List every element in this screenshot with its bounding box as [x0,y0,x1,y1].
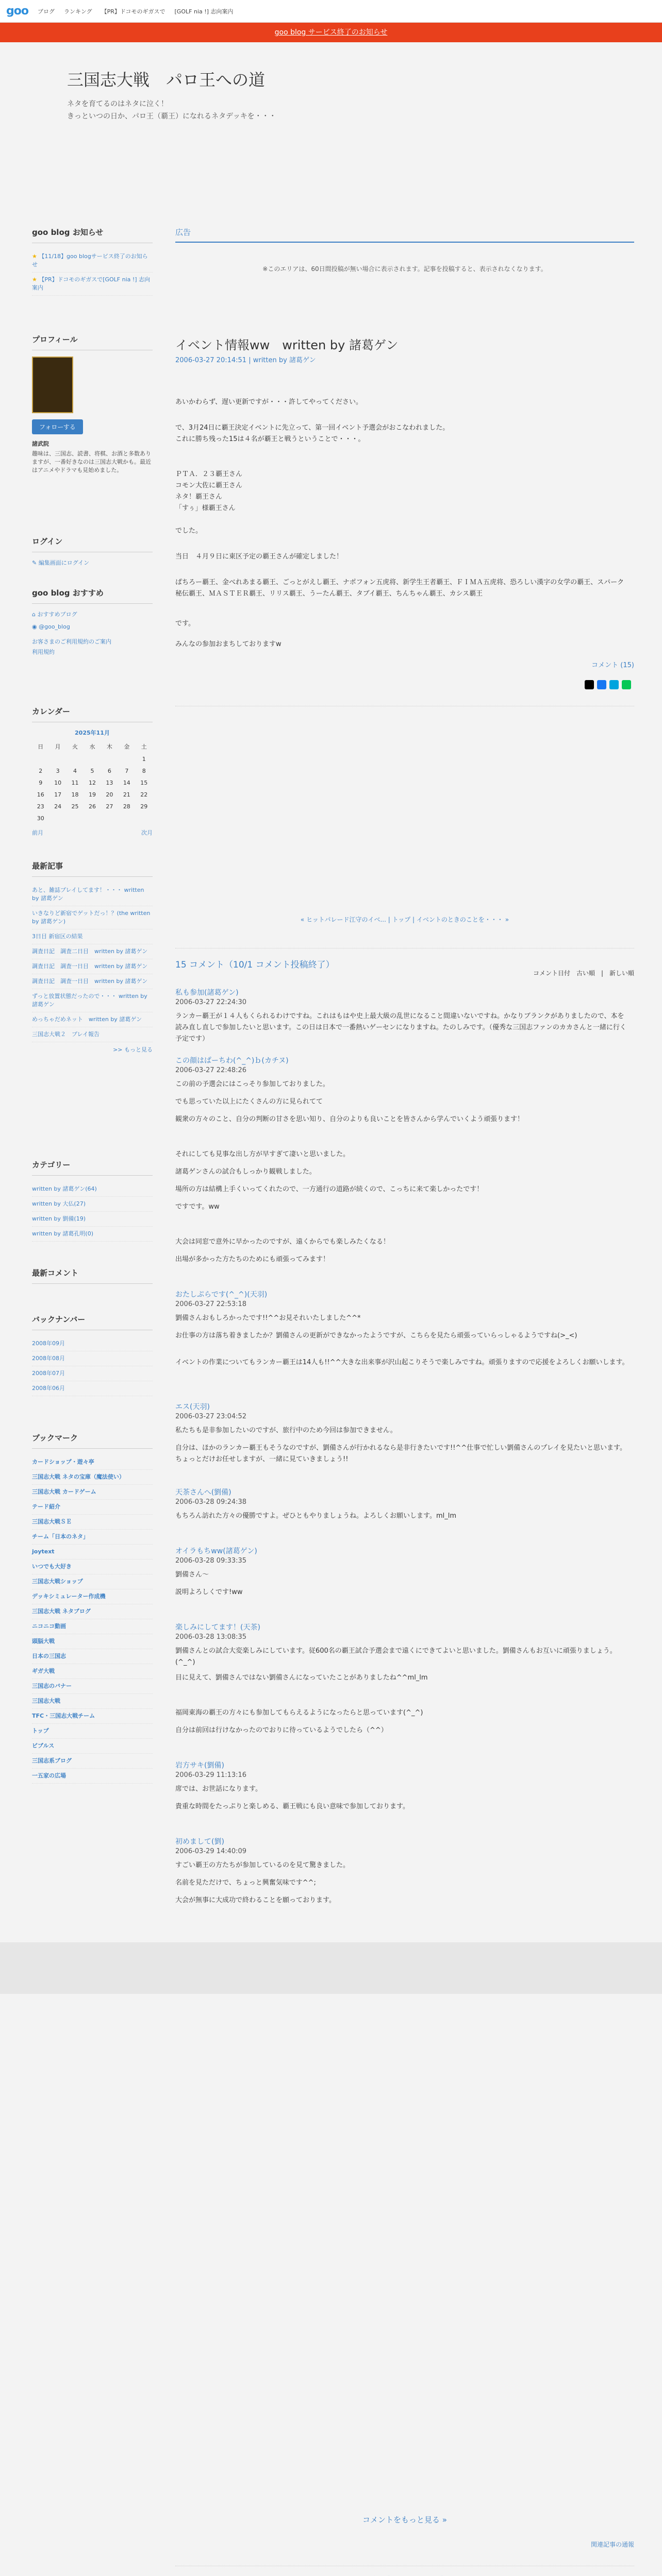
profile-text: 趣味は、三国志、読書、将棋、お酒と多数ありますが、一番好きなのは三国志大戦かも。最近はアニメやドラマも見始めました。 [32,450,151,473]
comment-text: もちろん訪れた方々の優勝ですよ。ぜひともやりましょうね。よろしくお願いします。ml_lm [175,1512,457,1520]
post-line: 「すぅ」様覇王さん [175,504,236,512]
recent-more-link[interactable]: >> もっと見る [113,1046,153,1053]
calendar-weekday: 木 [106,743,112,750]
post-line: 当日 ４月９日に東区予定の覇王さんが確定しました！ [175,553,343,561]
calendar-day[interactable]: 3 [56,768,60,774]
bottom-links[interactable] [175,2574,634,2576]
calendar-day [32,753,49,765]
calendar-next-link[interactable]: 次月 [141,829,153,836]
comments-title: 15 コメント（10/1 コメント投稿終了） [175,960,335,970]
calendar-day[interactable]: 10 [54,779,62,786]
terms-link[interactable]: 利用規約 [32,649,55,655]
comment-text: 席では、お世話になります。 [175,1785,262,1793]
comment-text: 場所の方は結構上手くいってくれたので、一方通行の道路が続くので、こっちに来て楽しかったです！ [175,1185,484,1193]
calendar-day[interactable]: 4 [73,768,77,774]
comment-text: 自分は前回は行けなかったのでおりに待っているようでしたら（^^） [175,1726,388,1734]
nav-link-blog[interactable]: ブログ [37,8,55,15]
facebook-share-icon[interactable] [597,680,606,689]
recent-post-item[interactable]: あと、雑誌プレイしてます！・・・ written by 諸葛ゲン [32,883,153,906]
comment-text: お仕事の方は落ち着きましたか？劉備さんの更新ができなかったようですが、こちらを見たら頑張っていらっしゃるようですね(>_<) [175,1332,577,1340]
calendar-day[interactable]: 1 [142,756,146,762]
calendar-day[interactable]: 5 [90,768,94,774]
calendar-day [84,812,101,824]
home-icon: ⌂ [32,611,38,618]
comment-text: それにしても見事な出し方が早すぎて凄いと思いました。 [175,1150,350,1158]
recent-posts-block [32,860,153,1054]
backnumber-item[interactable]: 2008年07月 [32,1366,153,1381]
profile-block [32,334,153,474]
calendar-day [101,812,118,824]
comment-author[interactable]: 楽しみにしてます！(天茶) [175,1623,260,1632]
recent-post-item[interactable]: 調査日記 調査一日目 written by 諸葛ゲン [32,974,153,989]
blog-description-line2: きっといつの日か、パロ王（覇王）になれるネタデッキを・・・ [67,112,276,121]
comment-text: でも思っていた以上にたくさんの方に見られてて [175,1098,323,1106]
comment-text: 私たちも是非参加したいのですが、旅行中のため今回は参加できません。 [175,1427,397,1434]
calendar-day[interactable]: 12 [88,779,96,786]
ad-note: ※このエリアは、60日間投稿が無い場合に表示されます。記事を投稿すると、表示されなくなります。 [262,265,547,273]
post-line: あいかわらず、遅い更新ですが・・・許してやってください。 [175,398,362,406]
goo-logo[interactable]: goo [6,5,28,18]
comment-text: 貴重な時間をたっぷりと楽しめる、覇王戦にも良い意味で参加しております。 [175,1803,409,1810]
comment-date: 2006-03-27 22:24:30 [175,998,247,1006]
calendar-day[interactable]: 13 [106,779,113,786]
comment-date: 2006-03-29 11:13:16 [175,1771,247,1779]
nav-link-golf[interactable]: [GOLF nia !] 志向案内 [174,8,234,15]
blog-description-line1: ネタを育てるのはネタに泣く！ [67,100,168,108]
comment-author[interactable]: 岩方サキ(劉備) [175,1761,224,1770]
calendar-day[interactable]: 15 [140,779,148,786]
calendar-table [32,740,153,824]
calendar-day[interactable]: 21 [123,791,130,798]
login-link[interactable]: ✎ 編集画面にログイン [32,560,90,566]
post-line: ＰＴＡ．２３覇王さん [175,470,243,478]
calendar-day [67,753,84,765]
bookmark-item[interactable]: 三国志大戦ショップ [32,1574,153,1589]
calendar-day[interactable]: 11 [71,779,79,786]
recent-post-item[interactable]: 調査日記 調査一日目 written by 諸葛ゲン [32,959,153,974]
calendar-day [49,812,66,824]
comment-text: 目に見えて、劉備さんではない劉備さんになっていたことがありましたね^^ml_lm [175,1674,428,1682]
hatena-share-icon[interactable] [609,680,619,689]
calendar-day[interactable]: 24 [54,803,62,810]
comment-author[interactable]: エス(天羽) [175,1403,210,1411]
comment-text: この前の予選会にはこっそり参加しておりました。 [175,1080,329,1088]
star-icon: ★ [32,276,39,283]
calendar-day[interactable]: 28 [123,803,130,810]
calendar-heading: カレンダー [32,706,153,722]
post-line: これに勝ち残った15は４名が覇王と戦うということで・・・。 [175,435,365,443]
recent-post-item[interactable]: いきなりど新宿でゲットだっ！？(the written by 諸葛ゲン) [32,906,153,929]
calendar-weekday: 土 [141,743,147,750]
calendar-day [67,812,84,824]
comment-text: 劉備さんとの試合大変楽しみにしています。従600名の覇王試合予選会まで遠くにできてよいと思いました。劉備さんもお互いに頑張りましょう。(^_^) [175,1647,617,1666]
bookmark-item[interactable]: チーム「日本のネタ」 [32,1530,153,1545]
comment-date: 2006-03-29 14:40:09 [175,1848,247,1855]
recommend-heading: goo blog おすすめ [32,587,153,604]
recommend-block [32,587,153,656]
recent-comments-heading: 最新コメント [32,1267,153,1284]
calendar-day[interactable]: 9 [39,779,43,786]
comment-text: 諸葛ゲンさんの試合もしっかり観戦しました。 [175,1168,316,1176]
report-link[interactable]: 関連記事の通報 [590,2541,634,2548]
bookmark-item[interactable]: TFC・三国志大戦チーム [32,1709,153,1724]
bookmark-item[interactable]: 三国志のバナー [32,1679,153,1694]
comment-text: イベントの作業についてもランカー覇王は14人も!!^^大きな出来事が沢山起こりそうで楽しみですね。頑張りますので応援をよろしくお願いします。 [175,1359,629,1366]
follow-button[interactable]: フォローする [32,419,83,434]
bookmark-item[interactable]: 三国志大戦 ネタブログ [32,1604,153,1619]
nav-link-pr[interactable]: 【PR】ドコモのギガスで [101,8,166,15]
comment-author[interactable]: 天茶さんへ(劉備) [175,1488,231,1497]
calendar-day[interactable]: 2 [39,768,43,774]
comment-author[interactable]: おたしぷらです(^_^)(天羽) [175,1291,268,1299]
post-line: でした。 [175,527,203,535]
calendar-weekday: 水 [89,743,95,750]
goo-notice-item[interactable]: ★ 【11/18】goo blogサービス終了のお知らせ [32,249,153,273]
calendar-weekday: 日 [38,743,44,750]
calendar-day[interactable]: 19 [88,791,96,798]
comment-date: 2006-03-28 13:08:35 [175,1633,247,1641]
comments-count-link[interactable]: コメント (15) [591,662,634,669]
calendar-day [84,753,101,765]
comment-text: 観衆の方々のこと、自分の判断の甘さを思い知り、自分のよりも良いことを皆さんから学んでいくよう頑張ります！ [175,1115,524,1123]
calendar-day[interactable]: 30 [37,815,44,822]
post-line: です。 [175,620,195,628]
comment-text: 名前を見ただけで、ちょっと興奮気味です^^; [175,1879,316,1887]
calendar-day [101,753,118,765]
calendar-weekday: 火 [72,743,78,750]
bookmark-item[interactable]: 三国志大戦ＳＥ [32,1515,153,1530]
comment-author[interactable]: オイラもちww(諸葛ゲン) [175,1547,257,1555]
comment-text: 説明よろしくです!ww [175,1588,243,1596]
calendar-day[interactable]: 22 [140,791,148,798]
recommend-link[interactable]: ⌂ おすすめブログ [32,611,77,618]
post-line: みんなの参加おまちしておりますw [175,640,282,648]
recent-post-item[interactable]: ずっと放置状態だったので・・・ written by 諸葛ゲン [32,989,153,1012]
comment-date: 2006-03-27 22:48:26 [175,1066,247,1074]
bookmark-item[interactable]: ギガ大戦 [32,1664,153,1679]
category-item[interactable]: written by 劉備(19) [32,1212,153,1227]
comment-date: 2006-03-27 23:04:52 [175,1413,247,1420]
bookmark-item[interactable]: テード紹介 [32,1500,153,1515]
post-line: で、3月24日に覇王決定イベントに先立って、第一回イベント予選会がおこなわれました。 [175,424,450,432]
comment-text: ですです。ww [175,1203,220,1211]
comment-date: 2006-03-28 09:24:38 [175,1498,247,1506]
recent-heading: 最新記事 [32,860,153,877]
calendar-day[interactable]: 7 [125,768,129,774]
bookmark-item[interactable]: ニコニコ動画 [32,1619,153,1634]
comment-text: 劉備さん～ [175,1571,209,1579]
pencil-icon: ✎ [32,560,39,566]
backnumber-item[interactable]: 2008年08月 [32,1351,153,1366]
bookmark-item[interactable]: いつでも大好き [32,1560,153,1574]
post-line: コモン大佐に覇王さん [175,482,243,489]
category-item[interactable]: written by 諸葛ゲン(64) [32,1182,153,1197]
bookmark-item[interactable]: 日本の三国志 [32,1649,153,1664]
calendar-block [32,706,153,837]
profile-heading: プロフィール [32,334,153,350]
twitter-icon: ◉ [32,623,39,630]
calendar-day[interactable]: 25 [71,803,79,810]
calendar-prev-link[interactable]: 前月 [32,829,43,836]
post-meta[interactable]: 2006-03-27 20:14:51 | written by 諸葛ゲン [175,357,316,364]
goo-notice-item[interactable]: ★ 【PR】ドコモのギガスで[GOLF nia !] 志向案内 [32,273,153,296]
comment-text: 大会が無事に大成功で終わることを願っております。 [175,1896,336,1904]
blog-title[interactable]: 三国志大戦 パロ王への道 [67,70,266,90]
bookmark-item[interactable]: デッキシミュレーター作成機 [32,1589,153,1604]
overlay-band [0,1942,662,1994]
calendar-day [118,812,135,824]
profile-avatar[interactable] [32,357,73,413]
comment-author[interactable]: 初めまして(劉) [175,1838,224,1846]
backnumber-block [32,1314,153,1396]
bookmark-item[interactable]: 三国志系ブログ [32,1754,153,1769]
bookmark-item[interactable]: 一五家の広場 [32,1769,153,1784]
comment-text: すごい覇王の方たちが参加しているのを見て驚きました。 [175,1861,350,1869]
ad-heading: 広告 [175,227,634,243]
bookmark-item[interactable]: 三国志大戦 ネタの宝庫（魔法使い） [32,1470,153,1485]
post-title[interactable]: イベント情報ww written by 諸葛ゲン [175,338,399,352]
bookmark-item[interactable]: トップ [32,1724,153,1739]
profile-name[interactable]: 諸武院 [32,440,49,447]
backnumber-item[interactable]: 2008年09月 [32,1336,153,1351]
calendar-day[interactable]: 20 [106,791,113,798]
post-line: ぱちろー覇王、金べれあまる覇王、ごっとがえし覇王、ナポフォン五虎将、新学生王者覇王、ＦＩＭＡ五虎将、恐ろしい漢字の女学の覇王、スパーク秘伝覇王、ＭＡＳＴＥＲ覇王、リリス覇王、うーたん覇王、タブイ覇王、ちんちゃん覇王、カシス覇王 [175,579,624,598]
comment-text: 大会は同窓で意外に早かったのですが、遠くからでも楽しみたくなる！ [175,1238,390,1246]
service-end-notice[interactable]: goo blog サービス終了のお知らせ [0,23,662,42]
star-icon: ★ [32,253,39,260]
calendar-month: 2025年11月 [75,730,110,736]
backnumber-item[interactable]: 2008年06月 [32,1381,153,1396]
top-navigation-bar [0,0,662,23]
line-share-icon[interactable] [622,680,631,689]
calendar-day[interactable]: 16 [37,791,44,798]
more-comments-link[interactable]: コメントをもっと見る » [362,2515,447,2524]
login-block [32,536,153,567]
goo-notice-block [32,227,153,296]
comments-sort[interactable]: コメント日付 古い順 | 新しい順 [533,970,634,977]
comment-date: 2006-03-28 09:33:35 [175,1557,247,1565]
calendar-day[interactable]: 17 [54,791,62,798]
nav-link-ranking[interactable]: ランキング [63,8,92,15]
x-share-icon[interactable] [585,680,594,689]
calendar-day [49,753,66,765]
bookmark-item[interactable]: 三国志大戦 [32,1694,153,1709]
calendar-day[interactable]: 26 [88,803,96,810]
bookmark-item[interactable]: カードショップ・遊々亭 [32,1455,153,1470]
recent-post-item[interactable]: 3日目 新宿区の結果 [32,929,153,944]
recent-post-item[interactable]: 三国志大戦２ プレイ報告 [32,1027,153,1042]
calendar-day[interactable]: 23 [37,803,44,810]
calendar-day[interactable]: 18 [71,791,79,798]
backnumber-heading: バックナンバー [32,1314,153,1330]
twitter-link[interactable]: ◉ @goo_blog [32,623,70,630]
comment-text: 福岡東海の覇王の方々にも参加してもらえるようになったらと思っています(^_^) [175,1709,423,1717]
calendar-day[interactable]: 8 [142,768,146,774]
comment-date: 2006-03-27 22:53:18 [175,1300,247,1308]
calendar-weekday: 金 [124,743,130,750]
category-item[interactable]: written by 大仏(27) [32,1197,153,1212]
bookmark-item[interactable]: ビブルス [32,1739,153,1754]
comment-author[interactable]: 私も参加(諸葛ゲン) [175,989,239,997]
category-block [32,1159,153,1242]
post-line: ネタ！覇王さん [175,493,223,501]
calendar-day[interactable]: 6 [107,768,111,774]
recent-comments-block [32,1267,153,1290]
main-content [175,227,634,2548]
comment-text: 劉備さんおもしろかったです!!^^お見それいたしました^^* [175,1314,361,1322]
bookmark-item[interactable]: 頭脳大戦 [32,1634,153,1649]
comment-text: 自分は、ほかのランカー覇王もそうなのですが、劉備さんが行かれるなら是非行きたいです!!^^仕事で忙しい劉備さんのプレイを見たいと思います。ちょっとだけお任せしますが、一緒に見ていきましょう!! [175,1444,626,1463]
recent-post-item[interactable]: めっちゃだめネット written by 諸葛ゲン [32,1012,153,1027]
calendar-day [136,812,153,824]
bookmark-item[interactable]: joytext [32,1545,153,1560]
comment-text: ランカー覇王が１４人もくられるわけですね。これはもはや史上最大級の乱世になること間違いないですね。かなりブランクがありましたので、本を読み直し直しで参加したいと思います。この日は日本で一番熱いゲーセンになりますね。たのしみです。（優秀な三国志ファンのカカさんと一緒に行く予定です） [175,1012,626,1043]
blog-header [0,42,662,187]
share-buttons [585,680,634,691]
post-navigation[interactable]: « ヒットパレード江守のイベ... | トップ | イベントのときのことを・・・ » [300,916,509,923]
login-heading: ログイン [32,536,153,552]
comment-author[interactable]: この顔はぱーちわ(^_^)ｂ(カチヌ) [175,1057,289,1065]
bookmark-item[interactable]: 三国志大戦 カードゲーム [32,1485,153,1500]
calendar-day[interactable]: 14 [123,779,130,786]
bookmark-block [32,1432,153,1784]
calendar-day[interactable]: 27 [106,803,113,810]
calendar-day[interactable]: 29 [140,803,148,810]
calendar-day [118,753,135,765]
comment-text: 出場が多かった方たちのためにも頑張ってみます！ [175,1256,330,1263]
category-heading: カテゴリー [32,1159,153,1176]
terms-link[interactable]: お客さまのご利用規約のご案内 [32,638,111,645]
sidebar [32,227,153,2576]
bookmark-heading: ブックマーク [32,1432,153,1449]
goo-notice-heading: goo blog お知らせ [32,227,153,243]
calendar-weekday: 月 [55,743,61,750]
category-item[interactable]: written by 諸葛孔明(0) [32,1227,153,1242]
recent-post-item[interactable]: 調査日記 調査二日目 written by 諸葛ゲン [32,944,153,959]
